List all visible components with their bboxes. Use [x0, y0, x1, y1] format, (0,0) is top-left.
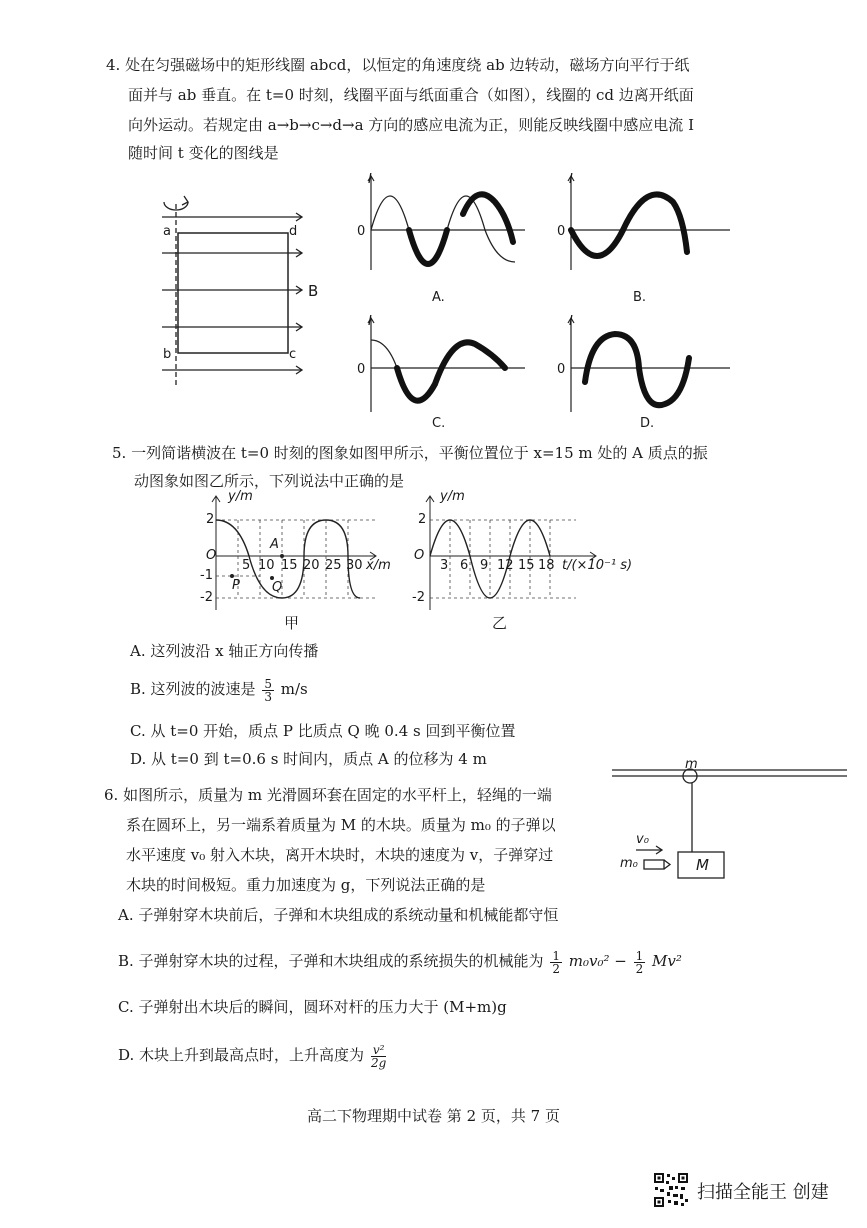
q6-option-d-num: v² — [372, 1042, 385, 1057]
q4-label-c: c — [289, 347, 297, 362]
q4-label-B: B — [308, 282, 319, 300]
q5-jia-ytick-m1: -1 — [200, 568, 213, 583]
q6-fig-M: M — [696, 856, 709, 874]
page-footer: 高二下物理期中试卷 第 2 页，共 7 页 — [307, 1107, 560, 1125]
q5-jia-xtick-30: 30 — [346, 558, 363, 573]
q6-fig-m0: m₀ — [620, 856, 638, 871]
q6-stem-line3: 水平速度 v₀ 射入木块，离开木块时，木块的速度为 v，子弹穿过 — [126, 846, 554, 864]
q6-fig-v0: v₀ — [636, 832, 649, 847]
q4-graph-d-axis-i: I — [569, 314, 573, 329]
q5-option-a: A. 这列波沿 x 轴正方向传播 — [130, 642, 319, 660]
q5-yi-xtick-15: 15 — [518, 558, 535, 573]
q4-graph-a — [365, 172, 535, 272]
q5-yi-ytick-2: 2 — [418, 512, 427, 527]
q5-option-b-unit: m/s — [280, 680, 308, 698]
q5-option-b — [130, 676, 308, 703]
q5-option-c: C. 从 t=0 开始，质点 P 比质点 Q 晚 0.4 s 回到平衡位置 — [130, 722, 516, 740]
q4-graph-d — [565, 314, 735, 414]
q6-option-b-frac2 — [634, 950, 646, 975]
scanner-brand-text: 扫描全能王 创建 — [697, 1182, 829, 1203]
q5-jia-origin: O — [206, 548, 217, 563]
q5-yi-xlabel: t/(×10⁻¹ s) — [562, 558, 633, 573]
q5-option-b-text: B. 这列波的波速是 — [130, 680, 256, 698]
q6-option-d-fraction — [371, 1044, 387, 1069]
q6-option-b-frac2-num: 1 — [635, 948, 644, 963]
q4-graph-a-origin: 0 — [357, 224, 366, 239]
q6-figure — [612, 760, 852, 890]
q5-option-d: D. 从 t=0 到 t=0.6 s 时间内，质点 A 的位移为 4 m — [130, 750, 487, 768]
q5-jia-ylabel: y/m — [228, 489, 253, 504]
q5-yi-xtick-9: 9 — [480, 558, 489, 573]
q4-label-d: d — [289, 224, 298, 239]
q6-option-c: C. 子弹射出木块后的瞬间，圆环对杆的压力大于 (M+m)g — [118, 998, 507, 1016]
q5-jia-xtick-5: 5 — [242, 558, 251, 573]
q6-option-b-frac1-den: 2 — [552, 961, 560, 976]
q6-option-b-frac2-den: 2 — [635, 961, 644, 976]
q4-graph-d-label: D. — [640, 416, 655, 431]
q4-graph-b-origin: 0 — [557, 224, 566, 239]
q6-option-b-end: Mv² — [652, 952, 682, 970]
q6-option-b-mid: m₀v₀² − — [568, 952, 627, 970]
q5-yi-caption: 乙 — [492, 614, 508, 632]
q5-option-b-fraction — [262, 678, 274, 703]
q6-option-d-den: 2g — [370, 1055, 387, 1070]
q5-jia-xlabel: x/m — [366, 558, 391, 573]
q4-graph-a-label: A. — [432, 290, 445, 305]
q6-stem-line4: 木块的时间极短。重力加速度为 g，下列说法正确的是 — [126, 876, 486, 894]
q4-graph-b — [565, 172, 735, 272]
q5-yi-origin: O — [414, 548, 425, 563]
q5-stem-line1: 5. 一列简谐横波在 t=0 时刻的图象如图甲所示，平衡位置位于 x=15 m 处的 A 质点的振 — [112, 444, 708, 462]
q4-graph-d-origin: 0 — [557, 362, 566, 377]
q4-graph-c-label: C. — [432, 416, 446, 431]
q5-jia-xtick-10: 10 — [258, 558, 275, 573]
q5-jia-xtick-20: 20 — [303, 558, 320, 573]
q5-yi-xtick-3: 3 — [440, 558, 449, 573]
q5-yi-xtick-6: 6 — [460, 558, 469, 573]
q5-jia-xtick-25: 25 — [325, 558, 342, 573]
q4-label-b: b — [163, 347, 172, 362]
q6-option-b-text: B. 子弹射穿木块的过程，子弹和木块组成的系统损失的机械能为 — [118, 952, 544, 970]
q5-yi-ytick-m2: -2 — [412, 590, 425, 605]
q6-option-b-frac1-num: 1 — [552, 948, 560, 963]
q5-jia-xtick-15: 15 — [281, 558, 298, 573]
q4-stem-line1: 4. 处在匀强磁场中的矩形线圈 abcd，以恒定的角速度绕 ab 边转动，磁场方向平行于纸 — [106, 56, 690, 74]
q4-stem-line4: 随时间 t 变化的图线是 — [128, 144, 279, 162]
q6-option-d — [118, 1042, 388, 1069]
qr-code-icon — [653, 1172, 689, 1208]
q6-option-b — [118, 948, 682, 975]
q5-jia-caption: 甲 — [284, 614, 300, 632]
q6-option-a: A. 子弹射穿木块前后，子弹和木块组成的系统动量和机械能都守恒 — [118, 906, 559, 924]
q6-stem-line2: 系在圆环上，另一端系着质量为 M 的木块。质量为 m₀ 的子弹以 — [126, 816, 556, 834]
q6-option-d-text: D. 木块上升到最高点时，上升高度为 — [118, 1046, 365, 1064]
q5-jia-ytick-m2: -2 — [200, 590, 213, 605]
q4-stem-line2: 面并与 ab 垂直。在 t=0 时刻，线圈平面与纸面重合（如图），线圈的 cd 边离开纸面 — [128, 86, 694, 104]
q5-jia-point-A: A — [270, 537, 279, 552]
q6-stem-line1: 6. 如图所示，质量为 m 光滑圆环套在固定的水平杆上，轻绳的一端 — [104, 786, 552, 804]
q5-yi-ylabel: y/m — [440, 489, 465, 504]
q4-graph-a-axis-i: I — [368, 172, 372, 187]
q4-label-a: a — [163, 224, 171, 239]
q5-jia-point-P: P — [232, 578, 240, 593]
q5-option-b-num: 5 — [264, 676, 272, 691]
q4-graph-c-axis-i: I — [368, 314, 372, 329]
q5-option-b-den: 3 — [264, 689, 272, 704]
q5-stem-line2: 动图象如图乙所示，下列说法中正确的是 — [134, 472, 405, 490]
q6-fig-m: m — [685, 757, 698, 772]
q5-yi-xtick-18: 18 — [538, 558, 555, 573]
q4-graph-c-origin: 0 — [357, 362, 366, 377]
q4-graph-b-axis-i: I — [569, 172, 573, 187]
q5-jia-ytick-2: 2 — [206, 512, 215, 527]
q5-yi-xtick-12: 12 — [497, 558, 514, 573]
q5-jia-point-Q: Q — [272, 580, 283, 595]
q4-graph-c — [365, 314, 535, 414]
q4-graph-b-label: B. — [633, 290, 647, 305]
q5-fig-yi — [396, 492, 616, 612]
q4-stem-line3: 向外运动。若规定由 a→b→c→d→a 方向的感应电流为正，则能反映线圈中感应电流 I — [128, 116, 694, 134]
q6-option-b-frac1 — [550, 950, 562, 975]
